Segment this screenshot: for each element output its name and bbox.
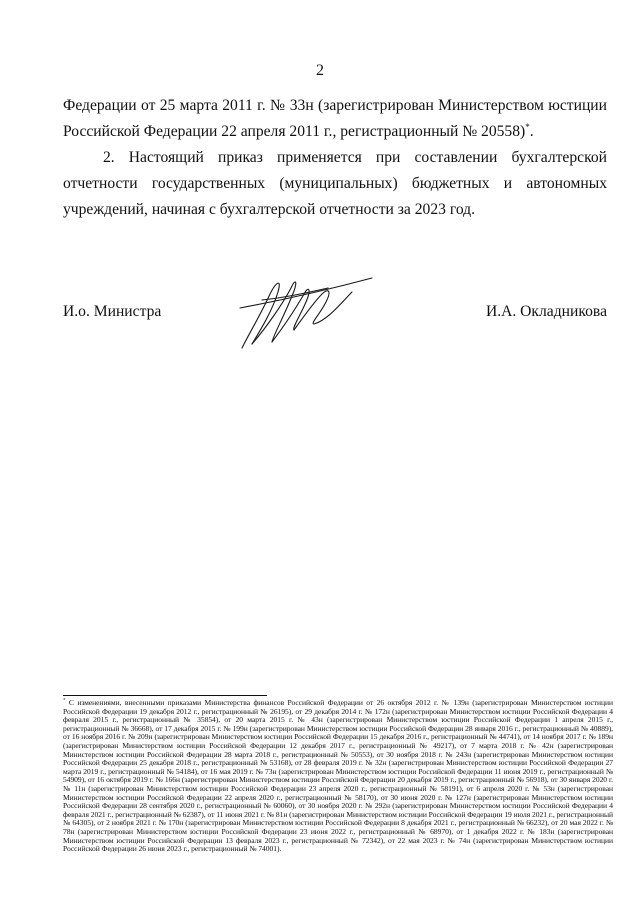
paragraph-item-2: 2. Настоящий приказ применяется при составлении бухгалтерской отчетности государственных (муниципальных) бюджетных и автономных учреждений, начиная с бухгалтерской отчетности за 2023 год. [63, 149, 607, 218]
signatory-position: И.о. Министра [63, 303, 162, 320]
paragraph-continuation-text: Федерации от 25 марта 2011 г. № 33н (зарегистрирован Министерством юстиции Российской Федерации 22 апреля 2011 г., регистрационный № 20558) [63, 97, 607, 140]
footnote-marker: * [63, 698, 66, 704]
handwritten-signature [232, 272, 382, 352]
page-number: 2 [316, 62, 324, 79]
signatory-name: И.А. Окладникова [485, 303, 607, 320]
footnote [63, 699, 613, 854]
footnote-reference: * [525, 121, 530, 132]
footnote-text: С изменениями, внесенными приказами Министерства финансов Российской Федерации от 26 октября 2012 г. № 139н (зарегистрирован Министерством юстиции Российской Федерации 19 декабря 2012 г., регистрационный № 26195), от 29 декабря 2014 г. № 172н (зарегистрирован Министерством юстиции Российской Федерации 4 февраля 2015 г., регистрационный № 35854), от 20 марта 2015 г. № 43н (зарегистрирован Министерством юстиции Российской Федерации 1 апреля 2015 г., регистрационный № 36668), от 17 декабря 2015 г. № 199н (зарегистрирован Министерством юстиции Российской Федерации 28 января 2016 г., регистрационный № 40889), от 16 ноября 2016 г. № 209н (зарегистрирован Министерством юстиции Российской Федерации 15 декабря 2016 г., регистрационный № 44741), от 14 ноября 2017 г. № 189н (зарегистрирован Министерством юстиции Российской Федерации 12 декабря 2017 г., регистрационный № 49217), от 7 марта 2018 г. № 42н (зарегистрирован Министерством юстиции Российской Федерации 28 марта 2018 г., регистрационный № 50553), от 30 ноября 2018 г. № 243н (зарегистрирован Министерством юстиции Российской Федерации 25 декабря 2018 г., регистрационный № 53168), от 28 февраля 2019 г. № 32н (зарегистрирован Министерством юстиции Российской Федерации 27 марта 2019 г., регистрационный № 54184), от 16 мая 2019 г. № 73н (зарегистрирован Министерством юстиции Российской Федерации 11 июня 2019 г., регистрационный № 54909), от 16 октября 2019 г. № 166н (зарегистрирован Министерством юстиции Российской Федерации 20 декабря 2019 г., регистрационный № 56918), от 30 января 2020 г. № 11н (зарегистрирован Министерством юстиции Российской Федерации 23 апреля 2020 г., регистрационный № 58191), от 6 апреля 2020 г. № 53н (зарегистрирован Министерством юстиции Российской Федерации 22 апреля 2020 г., регистрационный № 58170), от 30 июня 2020 г. № 127н (зарегистрирован Министерством юстиции Российской Федерации 28 сентября 2020 г., регистрационный № 60060), от 30 ноября 2020 г. № 292н (зарегистрирован Министерством юстиции Российской Федерации 4 февраля 2021 г., регистрационный № 62387), от 11 июня 2021 г. № 81н (зарегистрирован Министерством юстиции Российской Федерации 19 июля 2021 г., регистрационный № 64305), от 2 ноября 2021 г. № 170н (зарегистрирован Министерством юстиции Российской Федерации 8 декабря 2021 г., регистрационный № 66232), от 20 мая 2022 г. № 78н (зарегистрирован Министерством юстиции Российской Федерации 23 июня 2022 г., регистрационный № 68970), от 1 декабря 2022 г. № 183н (зарегистрирован Министерством юстиции Российской Федерации 13 февраля 2023 г., регистрационный № 72342), от 22 мая 2023 г. № 74н (зарегистрирован Министерством юстиции Российской Федерации 26 июня 2023 г., регистрационный № 74001). [63, 698, 613, 854]
footnote-separator [63, 695, 267, 696]
paragraph-continuation: Федерации от 25 марта 2011 г. № 33н (зарегистрирован Министерством юстиции Российской Федерации 22 апреля 2011 г., регистрационный № 20558)*. [63, 97, 607, 140]
